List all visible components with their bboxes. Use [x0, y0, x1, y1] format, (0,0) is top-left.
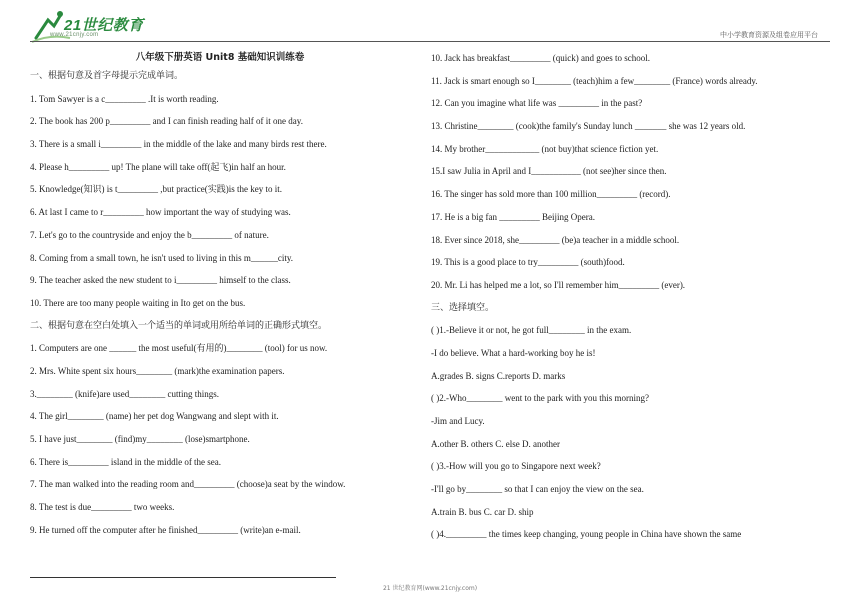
question-line: 3.________ (knife)are used________ cutting things. [30, 388, 219, 399]
question-line: ( )3.-How will you go to Singapore next week? [431, 461, 601, 472]
header-platform-text: 中小学教育资源及组卷应用平台 [720, 31, 818, 39]
question-line: 2. The book has 200 p_________ and I can finish reading half of it one day. [30, 116, 303, 127]
question-line: 4. The girl________ (name) her pet dog Wangwang and slept with it. [30, 411, 279, 422]
question-line: 7. Let's go to the countryside and enjoy the b_________ of nature. [30, 229, 269, 240]
question-line: 5. I have just________ (find)my________ (lose)smartphone. [30, 434, 250, 444]
section-heading: 一、根据句意及首字母提示完成单词。 [30, 71, 184, 81]
question-line: 13. Christine________ (cook)the family's Sunday lunch _______ she was 12 years old. [431, 121, 746, 132]
question-line: ( )2.-Who________ went to the park with you this morning? [431, 393, 649, 404]
page-title: 八年级下册英语 Unit8 基础知识训练卷 [135, 52, 305, 63]
section-heading: 二、根据句意在空白处填入一个适当的单词或用所给单词的正确形式填空。 [30, 320, 328, 331]
footer-divider [30, 577, 336, 578]
logo-text: 21世纪教育 [64, 17, 144, 34]
question-line: 8. The test is due_________ two weeks. [30, 502, 175, 513]
question-line: 20. Mr. Li has helped me a lot, so I'll remember him_________ (ever). [431, 279, 686, 290]
answer-options: A.train B. bus C. car D. ship [431, 506, 534, 517]
question-line: 15.I saw Julia in April and I___________ (not see)her since then. [431, 166, 667, 177]
question-line: 11. Jack is smart enough so I________ (teach)him a few________ (France) words already. [431, 75, 758, 86]
answer-options: A.other B. others C. else D. another [431, 438, 560, 449]
question-line: 6. At last I came to r_________ how important the way of studying was. [30, 207, 291, 218]
question-line: 1. Tom Sawyer is a c_________ .It is worth reading. [30, 93, 219, 104]
question-line: 9. The teacher asked the new student to i_________ himself to the class. [30, 275, 291, 286]
answer-options: A.grades B. signs C.reports D. marks [431, 370, 566, 381]
question-line: 4. Please h_________ up! The plane will take off(起飞)in half an hour. [30, 161, 286, 172]
section-heading: 三、选择填空。 [431, 302, 495, 313]
question-line: 8. Coming from a small town, he isn't used to living in this m______city. [30, 252, 294, 263]
right-column [431, 52, 821, 551]
question-line: 6. There is_________ island in the middle of the sea. [30, 456, 222, 467]
question-line: 1. Computers are one ______ the most useful(有用的)________ (tool) for us now. [30, 343, 328, 354]
question-line: 19. This is a good place to try_________ (south)food. [431, 257, 625, 268]
question-line: 2. Mrs. White spent six hours________ (mark)the examination papers. [30, 365, 285, 376]
question-line: 12. Can you imagine what life was _________ in the past? [431, 98, 643, 109]
question-line: 14. My brother____________ (not buy)that science fiction yet. [431, 143, 659, 154]
question-line: 3. There is a small i_________ in the middle of the lake and many birds rest there. [30, 139, 327, 150]
question-line: 10. Jack has breakfast_________ (quick) and goes to school. [431, 53, 650, 63]
question-line: 18. Ever since 2018, she_________ (be)a teacher in a middle school. [431, 234, 680, 245]
question-line: 17. He is a big fan _________ Beijing Opera. [431, 211, 595, 222]
question-line: 10. There are too many people waiting in Ito get on the bus. [30, 297, 246, 308]
question-line: -I do believe. What a hard-working boy he is! [431, 347, 596, 358]
question-line: 16. The singer has sold more than 100 million_________ (record). [431, 189, 671, 200]
footer-text: 21 世纪教育网(www.21cnjy.com) [382, 585, 478, 592]
question-line: -Jim and Lucy. [431, 416, 485, 426]
question-line: ( )4._________ the times keep changing, young people in China have shown the same [431, 529, 742, 540]
question-line: 5. Knowledge(知识) is t_________ ,but practice(实践)is the key to it. [30, 184, 282, 195]
question-line: 9. He turned off the computer after he finished_________ (write)an e-mail. [30, 524, 301, 535]
left-column [30, 52, 410, 546]
question-line: 7. The man walked into the reading room and_________ (choose)a seat by the window. [30, 479, 346, 490]
header-divider [30, 41, 830, 42]
logo-url: www.21cnjy.com [50, 32, 99, 38]
question-line: -I'll go by________ so that I can enjoy the view on the sea. [431, 484, 644, 495]
question-line: ( )1.-Believe it or not, he got full________ in the exam. [431, 325, 632, 336]
